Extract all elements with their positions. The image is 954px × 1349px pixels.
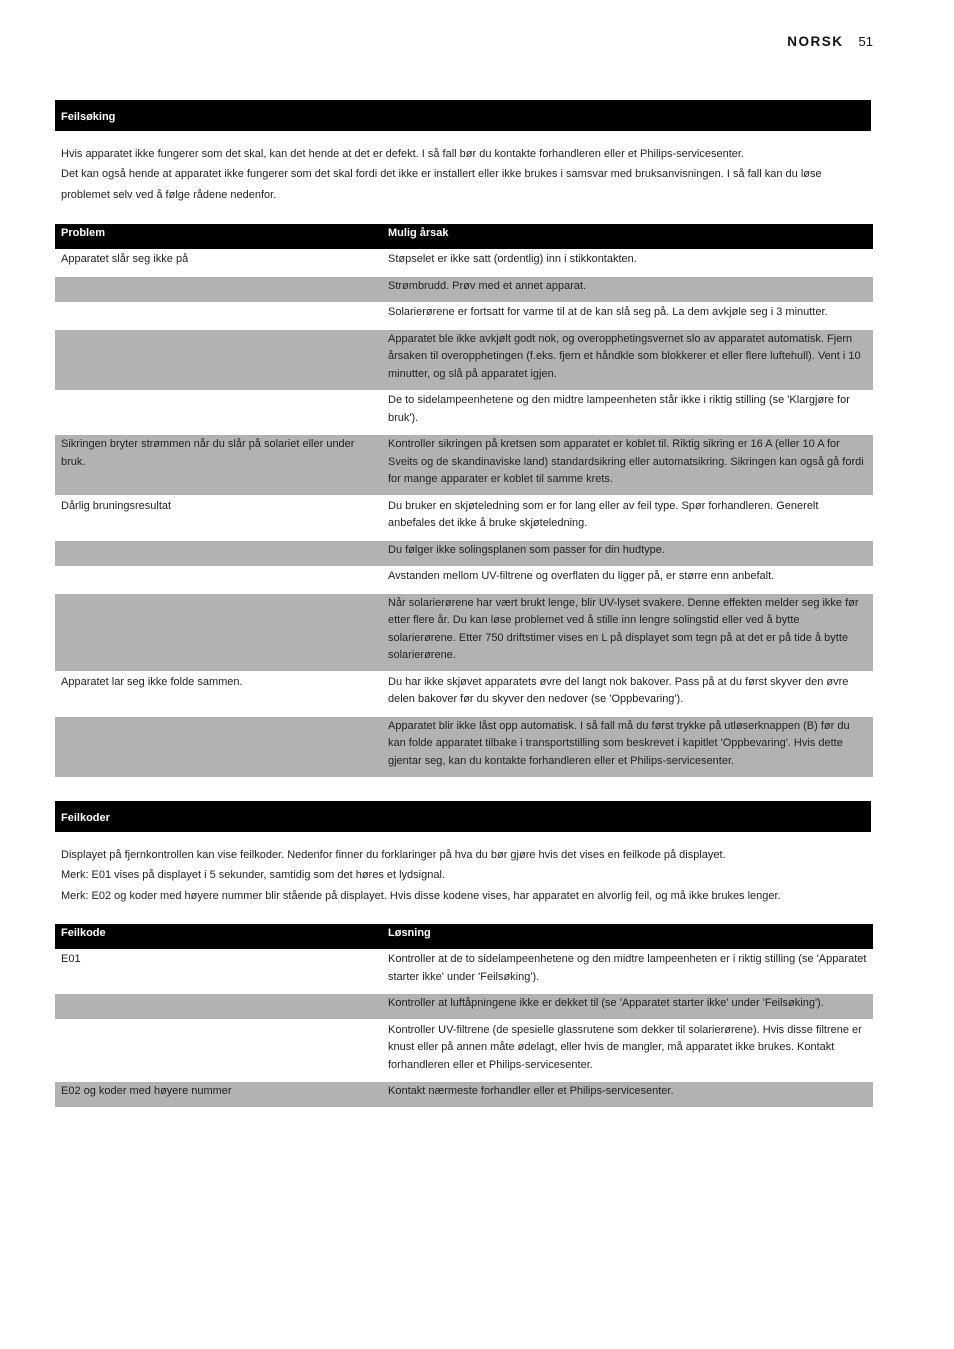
problem-cell: Dårlig bruningsresultat: [61, 499, 172, 512]
problem-cell: [55, 303, 382, 328]
table-row: [55, 330, 873, 390]
table-row: [55, 717, 873, 777]
cause-cell: Du har ikke skjøvet apparatets øvre del langt nok bakover. Pass på at du først skyver den øvre delen bakover før du skyver den nedover (se 'Oppbevaring').: [388, 675, 849, 706]
table-row: [55, 1021, 873, 1081]
code-cell: [55, 1021, 382, 1081]
problem-cell: [55, 330, 382, 390]
problem-cell: [55, 717, 382, 777]
table-header: [55, 224, 873, 249]
troubleshooting-table: [55, 224, 873, 777]
language-label: NORSK: [787, 34, 844, 49]
table-row: [55, 435, 873, 495]
table-row: [55, 594, 873, 672]
cause-cell: Apparatet ble ikke avkjølt godt nok, og overopphetingsvernet slo av apparatet automatisk. Fjern årsaken til overopphetingen (f.eks. fjern et håndkle som blokkerer et eller flere luftehull). Vent i 10 minutter, og slå på apparatet igjen.: [388, 332, 861, 380]
problem-cell: [55, 391, 382, 434]
cause-cell: Apparatet blir ikke låst opp automatisk. I så fall må du først trykke på utløserknappen (B) før du kan folde apparatet tilbake i transportstilling som beskrevet i kapitlet 'Oppbevaring'. Hvis dette gjentar seg, kan du kontakte forhandleren eller et Philips-servicesenter.: [388, 719, 850, 767]
code-cell: [55, 994, 382, 1019]
table-row: [55, 497, 873, 540]
table-row: [55, 950, 873, 993]
column-header-solution: Løsning: [388, 927, 431, 940]
intro-paragraph: Displayet på fjernkontrollen kan vise feilkoder. Nedenfor finner du forklaringer på hva du bør gjøre hvis det vises en feilkode på displayet.: [61, 848, 726, 861]
page-header: [787, 34, 873, 49]
intro-paragraph: Hvis apparatet ikke fungerer som det skal, kan det hende at det er defekt. I så fall bør du kontakte forhandleren eller et Philips-servicesenter.: [61, 147, 744, 160]
solution-cell: Kontroller at de to sidelampeenhetene og den midtre lampeenheten er i riktig stilling (se 'Apparatet starter ikke' under 'Feilsøking').: [388, 953, 867, 983]
table-row: [55, 567, 873, 592]
intro-paragraph: Merk: E02 og koder med høyere nummer blir stående på displayet. Hvis disse kodene vises, har apparatet en alvorlig feil, og må ikke brukes lenger.: [61, 889, 781, 902]
intro-paragraph: Det kan også hende at apparatet ikke fungerer som det skal fordi det ikke er installert eller ikke brukes i samsvar med bruksanvisningen. I så fall kan du løse problemet selv ved å følge rådene nedenfor.: [61, 168, 822, 201]
column-header-problem: Problem: [61, 227, 106, 240]
cause-cell: Når solarierørene har vært brukt lenge, blir UV-lyset svakere. Denne effekten melder seg ikke før etter flere år. Du kan løse problemet ved å stille inn lengre solingstid eller ved å bytte solarierørene. Etter 750 driftstimer vises en L på displayet som tegn på at det er på tide å bytte solarierørene.: [388, 596, 859, 662]
problem-cell: [55, 594, 382, 672]
troubleshooting-section: [55, 100, 873, 777]
troubleshooting-intro: [55, 144, 851, 206]
error-codes-section: [55, 801, 873, 1108]
table-row: [55, 541, 873, 566]
cause-cell: Støpselet er ikke satt (ordentlig) inn i stikkontakten.: [388, 253, 637, 266]
problem-cell: [55, 277, 382, 302]
cause-cell: Avstanden mellom UV-filtrene og overflaten du ligger på, er større enn anbefalt.: [388, 570, 775, 583]
table-body: [55, 950, 873, 1107]
table-header: [55, 924, 873, 949]
cause-cell: Du følger ikke solingsplanen som passer for din hudtype.: [388, 543, 665, 556]
problem-cell: [55, 541, 382, 566]
problem-cell: [55, 567, 382, 592]
section-title-troubleshooting: Feilsøking: [55, 100, 871, 131]
table-row: [55, 391, 873, 434]
problem-cell: Apparatet slår seg ikke på: [61, 253, 189, 266]
page-content: [55, 100, 873, 1107]
solution-cell: Kontakt nærmeste forhandler eller et Philips-servicesenter.: [388, 1085, 674, 1098]
page-number: 51: [858, 34, 873, 49]
table-row: [55, 673, 873, 716]
cause-cell: Kontroller sikringen på kretsen som apparatet er koblet til. Riktig sikring er 16 A (eller 10 A for Sveits og de skandinaviske land) standardsikring eller automatsikring. Sikringen kan også gå fordi for mange apparater er koblet til samme krets.: [388, 438, 864, 486]
solution-cell: Kontroller at luftåpningene ikke er dekket til (se 'Apparatet starter ikke' under 'Feilsøking').: [388, 997, 824, 1010]
solution-cell: Kontroller UV-filtrene (de spesielle glassrutene som dekker til solarierørene). Hvis disse filtrene er knust eller på annen måte ødelagt, eller hvis de mangler, må apparatet ikke brukes. Kontakt forhandleren eller et Philips-servicesenter.: [388, 1023, 862, 1071]
problem-cell: Apparatet lar seg ikke folde sammen.: [61, 675, 243, 688]
code-cell: E02 og koder med høyere nummer: [61, 1085, 232, 1098]
table-row: [55, 303, 873, 328]
table-row: [55, 250, 873, 275]
table-row: [55, 994, 873, 1019]
column-header-code: Feilkode: [61, 927, 106, 940]
column-header-cause: Mulig årsak: [388, 227, 449, 240]
cause-cell: Strømbrudd. Prøv med et annet apparat.: [388, 279, 587, 292]
table-body: [55, 250, 873, 777]
error-codes-table: [55, 924, 873, 1108]
table-row: [55, 1082, 873, 1107]
section-title-error-codes: Feilkoder: [55, 801, 871, 832]
table-row: [55, 277, 873, 302]
cause-cell: Du bruker en skjøteledning som er for lang eller av feil type. Spør forhandleren. Generelt anbefales det ikke å bruke skjøteledning.: [388, 499, 819, 530]
cause-cell: De to sidelampeenhetene og den midtre lampeenheten står ikke i riktig stilling (se 'Klargjøre for bruk').: [388, 394, 850, 424]
error-codes-intro: [55, 845, 851, 907]
cause-cell: Solarierørene er fortsatt for varme til at de kan slå seg på. La dem avkjøle seg i 3 minutter.: [388, 306, 828, 319]
code-cell: E01: [61, 953, 81, 966]
problem-cell: Sikringen bryter strømmen når du slår på solariet eller under bruk.: [61, 438, 355, 468]
intro-paragraph: Merk: E01 vises på displayet i 5 sekunder, samtidig som det høres et lydsignal.: [61, 869, 445, 882]
